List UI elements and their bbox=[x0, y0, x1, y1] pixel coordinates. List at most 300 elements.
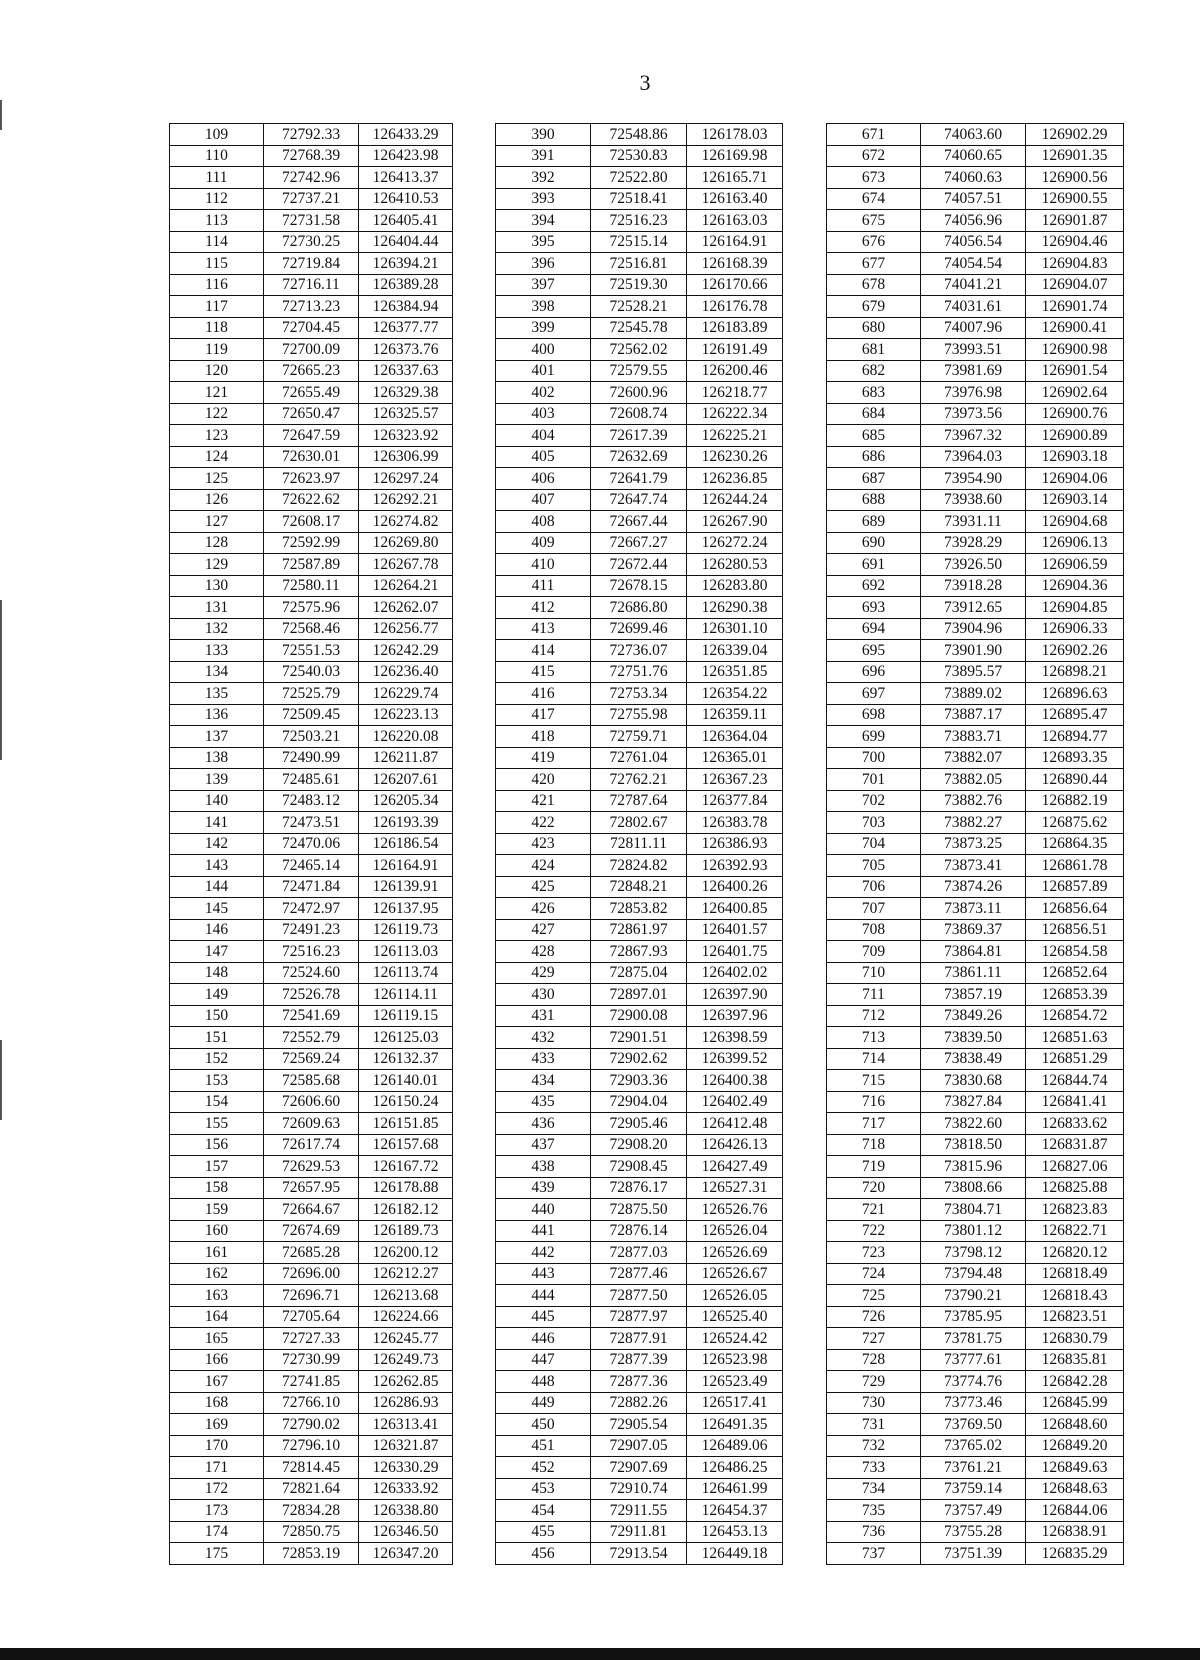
table-row bbox=[170, 1500, 453, 1522]
table-row bbox=[496, 317, 783, 339]
y-coordinate-cell: 126890.44 bbox=[1026, 769, 1124, 791]
x-coordinate-cell: 74060.63 bbox=[921, 167, 1026, 189]
x-coordinate-cell: 72741.85 bbox=[264, 1371, 359, 1393]
table-row bbox=[827, 1306, 1124, 1328]
x-coordinate-cell: 73757.49 bbox=[921, 1500, 1026, 1522]
point-number-cell: 439 bbox=[496, 1177, 591, 1199]
point-number-cell: 420 bbox=[496, 769, 591, 791]
x-coordinate-cell: 72787.64 bbox=[591, 790, 687, 812]
y-coordinate-cell: 126333.92 bbox=[359, 1478, 453, 1500]
point-number-cell: 456 bbox=[496, 1543, 591, 1565]
point-number-cell: 722 bbox=[827, 1220, 921, 1242]
page-number: 3 bbox=[639, 70, 651, 95]
x-coordinate-cell: 72824.82 bbox=[591, 855, 687, 877]
x-coordinate-cell: 72792.33 bbox=[264, 124, 359, 146]
table-row bbox=[496, 145, 783, 167]
x-coordinate-cell: 73904.96 bbox=[921, 618, 1026, 640]
table-row bbox=[827, 532, 1124, 554]
y-coordinate-cell: 126864.35 bbox=[1026, 833, 1124, 855]
y-coordinate-cell: 126904.46 bbox=[1026, 231, 1124, 253]
x-coordinate-cell: 72877.39 bbox=[591, 1349, 687, 1371]
point-number-cell: 709 bbox=[827, 941, 921, 963]
table-row bbox=[827, 1435, 1124, 1457]
table-row bbox=[496, 446, 783, 468]
y-coordinate-cell: 126242.29 bbox=[359, 640, 453, 662]
x-coordinate-cell: 73918.28 bbox=[921, 575, 1026, 597]
point-number-cell: 395 bbox=[496, 231, 591, 253]
table-row bbox=[496, 1156, 783, 1178]
y-coordinate-cell: 126526.04 bbox=[687, 1220, 783, 1242]
point-number-cell: 427 bbox=[496, 919, 591, 941]
table-row bbox=[827, 984, 1124, 1006]
point-number-cell: 410 bbox=[496, 554, 591, 576]
y-coordinate-cell: 126844.06 bbox=[1026, 1500, 1124, 1522]
x-coordinate-cell: 72875.50 bbox=[591, 1199, 687, 1221]
y-coordinate-cell: 126400.85 bbox=[687, 898, 783, 920]
table-row bbox=[496, 1435, 783, 1457]
point-number-cell: 696 bbox=[827, 661, 921, 683]
y-coordinate-cell: 126896.63 bbox=[1026, 683, 1124, 705]
x-coordinate-cell: 72587.89 bbox=[264, 554, 359, 576]
table-row bbox=[827, 511, 1124, 533]
y-coordinate-cell: 126818.43 bbox=[1026, 1285, 1124, 1307]
point-number-cell: 425 bbox=[496, 876, 591, 898]
y-coordinate-cell: 126426.13 bbox=[687, 1134, 783, 1156]
table-row bbox=[496, 1543, 783, 1565]
point-number-cell: 132 bbox=[170, 618, 264, 640]
table-row bbox=[496, 1199, 783, 1221]
y-coordinate-cell: 126904.07 bbox=[1026, 274, 1124, 296]
table-row bbox=[170, 1306, 453, 1328]
point-number-cell: 737 bbox=[827, 1543, 921, 1565]
point-number-cell: 690 bbox=[827, 532, 921, 554]
y-coordinate-cell: 126894.77 bbox=[1026, 726, 1124, 748]
y-coordinate-cell: 126397.96 bbox=[687, 1005, 783, 1027]
y-coordinate-cell: 126290.38 bbox=[687, 597, 783, 619]
y-coordinate-cell: 126394.21 bbox=[359, 253, 453, 275]
point-number-cell: 400 bbox=[496, 339, 591, 361]
table-row bbox=[170, 1457, 453, 1479]
x-coordinate-cell: 72762.21 bbox=[591, 769, 687, 791]
table-row bbox=[827, 274, 1124, 296]
point-number-cell: 397 bbox=[496, 274, 591, 296]
table-row bbox=[827, 876, 1124, 898]
point-number-cell: 728 bbox=[827, 1349, 921, 1371]
point-number-cell: 162 bbox=[170, 1263, 264, 1285]
table-row bbox=[827, 1005, 1124, 1027]
table-row bbox=[496, 468, 783, 490]
table-row bbox=[827, 1349, 1124, 1371]
point-number-cell: 440 bbox=[496, 1199, 591, 1221]
table-row bbox=[827, 1070, 1124, 1092]
x-coordinate-cell: 72509.45 bbox=[264, 704, 359, 726]
point-number-cell: 701 bbox=[827, 769, 921, 791]
x-coordinate-cell: 72766.10 bbox=[264, 1392, 359, 1414]
y-coordinate-cell: 126851.29 bbox=[1026, 1048, 1124, 1070]
y-coordinate-cell: 126386.93 bbox=[687, 833, 783, 855]
y-coordinate-cell: 126274.82 bbox=[359, 511, 453, 533]
y-coordinate-cell: 126904.83 bbox=[1026, 253, 1124, 275]
point-number-cell: 676 bbox=[827, 231, 921, 253]
x-coordinate-cell: 72672.44 bbox=[591, 554, 687, 576]
point-number-cell: 418 bbox=[496, 726, 591, 748]
table-row bbox=[170, 769, 453, 791]
point-number-cell: 152 bbox=[170, 1048, 264, 1070]
x-coordinate-cell: 72853.19 bbox=[264, 1543, 359, 1565]
y-coordinate-cell: 126119.73 bbox=[359, 919, 453, 941]
x-coordinate-cell: 72704.45 bbox=[264, 317, 359, 339]
table-row bbox=[827, 726, 1124, 748]
table-row bbox=[496, 188, 783, 210]
y-coordinate-cell: 126449.18 bbox=[687, 1543, 783, 1565]
x-coordinate-cell: 74054.54 bbox=[921, 253, 1026, 275]
y-coordinate-cell: 126454.37 bbox=[687, 1500, 783, 1522]
x-coordinate-cell: 73804.71 bbox=[921, 1199, 1026, 1221]
point-number-cell: 731 bbox=[827, 1414, 921, 1436]
x-coordinate-cell: 72491.23 bbox=[264, 919, 359, 941]
point-number-cell: 724 bbox=[827, 1263, 921, 1285]
x-coordinate-cell: 73815.96 bbox=[921, 1156, 1026, 1178]
y-coordinate-cell: 126844.74 bbox=[1026, 1070, 1124, 1092]
point-number-cell: 390 bbox=[496, 124, 591, 146]
table-row bbox=[170, 1242, 453, 1264]
table-row bbox=[827, 425, 1124, 447]
point-number-cell: 175 bbox=[170, 1543, 264, 1565]
table-row bbox=[170, 1521, 453, 1543]
table-row bbox=[496, 1091, 783, 1113]
y-coordinate-cell: 126825.88 bbox=[1026, 1177, 1124, 1199]
x-coordinate-cell: 72902.62 bbox=[591, 1048, 687, 1070]
y-coordinate-cell: 126170.66 bbox=[687, 274, 783, 296]
x-coordinate-cell: 73882.05 bbox=[921, 769, 1026, 791]
point-number-cell: 408 bbox=[496, 511, 591, 533]
point-number-cell: 156 bbox=[170, 1134, 264, 1156]
x-coordinate-cell: 72850.75 bbox=[264, 1521, 359, 1543]
point-number-cell: 712 bbox=[827, 1005, 921, 1027]
point-number-cell: 413 bbox=[496, 618, 591, 640]
x-coordinate-cell: 72730.25 bbox=[264, 231, 359, 253]
table-row bbox=[496, 855, 783, 877]
point-number-cell: 115 bbox=[170, 253, 264, 275]
point-number-cell: 416 bbox=[496, 683, 591, 705]
point-number-cell: 153 bbox=[170, 1070, 264, 1092]
table-row bbox=[496, 382, 783, 404]
point-number-cell: 689 bbox=[827, 511, 921, 533]
point-number-cell: 713 bbox=[827, 1027, 921, 1049]
x-coordinate-cell: 72713.23 bbox=[264, 296, 359, 318]
x-coordinate-cell: 72877.36 bbox=[591, 1371, 687, 1393]
y-coordinate-cell: 126433.29 bbox=[359, 124, 453, 146]
y-coordinate-cell: 126193.39 bbox=[359, 812, 453, 834]
y-coordinate-cell: 126453.13 bbox=[687, 1521, 783, 1543]
x-coordinate-cell: 72876.14 bbox=[591, 1220, 687, 1242]
x-coordinate-cell: 73849.26 bbox=[921, 1005, 1026, 1027]
scan-bottom-edge bbox=[0, 1648, 1200, 1660]
x-coordinate-cell: 74057.51 bbox=[921, 188, 1026, 210]
y-coordinate-cell: 126523.98 bbox=[687, 1349, 783, 1371]
table-row bbox=[170, 274, 453, 296]
x-coordinate-cell: 72685.28 bbox=[264, 1242, 359, 1264]
x-coordinate-cell: 72623.97 bbox=[264, 468, 359, 490]
table-row bbox=[170, 210, 453, 232]
y-coordinate-cell: 126224.66 bbox=[359, 1306, 453, 1328]
table-row bbox=[170, 446, 453, 468]
table-row bbox=[827, 1156, 1124, 1178]
table-row bbox=[170, 360, 453, 382]
table-row bbox=[827, 1091, 1124, 1113]
table-row bbox=[827, 1027, 1124, 1049]
y-coordinate-cell: 126849.63 bbox=[1026, 1457, 1124, 1479]
point-number-cell: 687 bbox=[827, 468, 921, 490]
x-coordinate-cell: 73830.68 bbox=[921, 1070, 1026, 1092]
y-coordinate-cell: 126229.74 bbox=[359, 683, 453, 705]
x-coordinate-cell: 73759.14 bbox=[921, 1478, 1026, 1500]
y-coordinate-cell: 126900.55 bbox=[1026, 188, 1124, 210]
table-row bbox=[496, 1113, 783, 1135]
y-coordinate-cell: 126901.87 bbox=[1026, 210, 1124, 232]
point-number-cell: 173 bbox=[170, 1500, 264, 1522]
table-row bbox=[496, 704, 783, 726]
table-row bbox=[170, 640, 453, 662]
table-row bbox=[496, 511, 783, 533]
x-coordinate-cell: 73794.48 bbox=[921, 1263, 1026, 1285]
y-coordinate-cell: 126306.99 bbox=[359, 446, 453, 468]
x-coordinate-cell: 73781.75 bbox=[921, 1328, 1026, 1350]
x-coordinate-cell: 72629.53 bbox=[264, 1156, 359, 1178]
x-coordinate-cell: 72617.39 bbox=[591, 425, 687, 447]
y-coordinate-cell: 126901.54 bbox=[1026, 360, 1124, 382]
table-row bbox=[496, 575, 783, 597]
y-coordinate-cell: 126337.63 bbox=[359, 360, 453, 382]
table-row bbox=[827, 1220, 1124, 1242]
y-coordinate-cell: 126236.85 bbox=[687, 468, 783, 490]
table-row bbox=[496, 231, 783, 253]
table-row bbox=[170, 661, 453, 683]
table-row bbox=[170, 1177, 453, 1199]
y-coordinate-cell: 126163.40 bbox=[687, 188, 783, 210]
point-number-cell: 735 bbox=[827, 1500, 921, 1522]
x-coordinate-cell: 72530.83 bbox=[591, 145, 687, 167]
x-coordinate-cell: 72655.49 bbox=[264, 382, 359, 404]
x-coordinate-cell: 72562.02 bbox=[591, 339, 687, 361]
table-row bbox=[496, 919, 783, 941]
table-row bbox=[496, 833, 783, 855]
y-coordinate-cell: 126186.54 bbox=[359, 833, 453, 855]
table-row bbox=[496, 747, 783, 769]
point-number-cell: 140 bbox=[170, 790, 264, 812]
y-coordinate-cell: 126373.76 bbox=[359, 339, 453, 361]
y-coordinate-cell: 126283.80 bbox=[687, 575, 783, 597]
table-row bbox=[170, 1478, 453, 1500]
point-number-cell: 707 bbox=[827, 898, 921, 920]
table-row bbox=[496, 1371, 783, 1393]
y-coordinate-cell: 126906.59 bbox=[1026, 554, 1124, 576]
x-coordinate-cell: 72608.17 bbox=[264, 511, 359, 533]
x-coordinate-cell: 72877.91 bbox=[591, 1328, 687, 1350]
y-coordinate-cell: 126207.61 bbox=[359, 769, 453, 791]
table-row bbox=[827, 468, 1124, 490]
y-coordinate-cell: 126906.33 bbox=[1026, 618, 1124, 640]
point-number-cell: 695 bbox=[827, 640, 921, 662]
x-coordinate-cell: 72541.69 bbox=[264, 1005, 359, 1027]
point-number-cell: 424 bbox=[496, 855, 591, 877]
y-coordinate-cell: 126413.37 bbox=[359, 167, 453, 189]
x-coordinate-cell: 72716.11 bbox=[264, 274, 359, 296]
x-coordinate-cell: 73954.90 bbox=[921, 468, 1026, 490]
y-coordinate-cell: 126903.14 bbox=[1026, 489, 1124, 511]
point-number-cell: 167 bbox=[170, 1371, 264, 1393]
point-number-cell: 725 bbox=[827, 1285, 921, 1307]
table-row bbox=[496, 403, 783, 425]
point-number-cell: 685 bbox=[827, 425, 921, 447]
point-number-cell: 394 bbox=[496, 210, 591, 232]
x-coordinate-cell: 72686.80 bbox=[591, 597, 687, 619]
x-coordinate-cell: 72622.62 bbox=[264, 489, 359, 511]
y-coordinate-cell: 126262.85 bbox=[359, 1371, 453, 1393]
y-coordinate-cell: 126402.02 bbox=[687, 962, 783, 984]
x-coordinate-cell: 72664.67 bbox=[264, 1199, 359, 1221]
x-coordinate-cell: 72503.21 bbox=[264, 726, 359, 748]
table-row bbox=[827, 188, 1124, 210]
table-row bbox=[827, 339, 1124, 361]
point-number-cell: 170 bbox=[170, 1435, 264, 1457]
table-row bbox=[170, 145, 453, 167]
y-coordinate-cell: 126405.41 bbox=[359, 210, 453, 232]
x-coordinate-cell: 72897.01 bbox=[591, 984, 687, 1006]
y-coordinate-cell: 126412.48 bbox=[687, 1113, 783, 1135]
point-number-cell: 146 bbox=[170, 919, 264, 941]
y-coordinate-cell: 126262.07 bbox=[359, 597, 453, 619]
point-number-cell: 447 bbox=[496, 1349, 591, 1371]
point-number-cell: 452 bbox=[496, 1457, 591, 1479]
y-coordinate-cell: 126200.12 bbox=[359, 1242, 453, 1264]
y-coordinate-cell: 126398.59 bbox=[687, 1027, 783, 1049]
x-coordinate-cell: 72470.06 bbox=[264, 833, 359, 855]
x-coordinate-cell: 73769.50 bbox=[921, 1414, 1026, 1436]
y-coordinate-cell: 126137.95 bbox=[359, 898, 453, 920]
y-coordinate-cell: 126820.12 bbox=[1026, 1242, 1124, 1264]
table-row bbox=[827, 145, 1124, 167]
table-row bbox=[496, 962, 783, 984]
y-coordinate-cell: 126830.79 bbox=[1026, 1328, 1124, 1350]
table-row bbox=[496, 1328, 783, 1350]
table-row bbox=[170, 855, 453, 877]
x-coordinate-cell: 73777.61 bbox=[921, 1349, 1026, 1371]
point-number-cell: 430 bbox=[496, 984, 591, 1006]
table-row bbox=[827, 382, 1124, 404]
y-coordinate-cell: 126835.81 bbox=[1026, 1349, 1124, 1371]
table-row bbox=[170, 1027, 453, 1049]
x-coordinate-cell: 73973.56 bbox=[921, 403, 1026, 425]
x-coordinate-cell: 72727.33 bbox=[264, 1328, 359, 1350]
table-row bbox=[827, 941, 1124, 963]
x-coordinate-cell: 73882.07 bbox=[921, 747, 1026, 769]
point-number-cell: 124 bbox=[170, 446, 264, 468]
y-coordinate-cell: 126389.28 bbox=[359, 274, 453, 296]
x-coordinate-cell: 73976.98 bbox=[921, 382, 1026, 404]
y-coordinate-cell: 126822.71 bbox=[1026, 1220, 1124, 1242]
x-coordinate-cell: 72696.71 bbox=[264, 1285, 359, 1307]
x-coordinate-cell: 72630.01 bbox=[264, 446, 359, 468]
point-number-cell: 727 bbox=[827, 1328, 921, 1350]
point-number-cell: 121 bbox=[170, 382, 264, 404]
y-coordinate-cell: 126904.06 bbox=[1026, 468, 1124, 490]
table-row bbox=[496, 941, 783, 963]
x-coordinate-cell: 73882.27 bbox=[921, 812, 1026, 834]
x-coordinate-cell: 72580.11 bbox=[264, 575, 359, 597]
x-coordinate-cell: 72632.69 bbox=[591, 446, 687, 468]
table-row bbox=[827, 1500, 1124, 1522]
x-coordinate-cell: 72519.30 bbox=[591, 274, 687, 296]
coordinate-table-3 bbox=[826, 123, 1124, 1565]
y-coordinate-cell: 126861.78 bbox=[1026, 855, 1124, 877]
x-coordinate-cell: 72908.45 bbox=[591, 1156, 687, 1178]
table-row bbox=[496, 898, 783, 920]
x-coordinate-cell: 73895.57 bbox=[921, 661, 1026, 683]
point-number-cell: 391 bbox=[496, 145, 591, 167]
point-number-cell: 409 bbox=[496, 532, 591, 554]
table-row bbox=[496, 1392, 783, 1414]
table-row bbox=[170, 554, 453, 576]
y-coordinate-cell: 126848.60 bbox=[1026, 1414, 1124, 1436]
x-coordinate-cell: 72848.21 bbox=[591, 876, 687, 898]
x-coordinate-cell: 72877.46 bbox=[591, 1263, 687, 1285]
y-coordinate-cell: 126321.87 bbox=[359, 1435, 453, 1457]
table-row bbox=[827, 790, 1124, 812]
x-coordinate-cell: 72907.05 bbox=[591, 1435, 687, 1457]
table-row bbox=[496, 1349, 783, 1371]
point-number-cell: 125 bbox=[170, 468, 264, 490]
point-number-cell: 414 bbox=[496, 640, 591, 662]
y-coordinate-cell: 126286.93 bbox=[359, 1392, 453, 1414]
table-row bbox=[827, 1328, 1124, 1350]
point-number-cell: 137 bbox=[170, 726, 264, 748]
point-number-cell: 711 bbox=[827, 984, 921, 1006]
table-row bbox=[170, 167, 453, 189]
x-coordinate-cell: 72526.78 bbox=[264, 984, 359, 1006]
point-number-cell: 151 bbox=[170, 1027, 264, 1049]
x-coordinate-cell: 72528.21 bbox=[591, 296, 687, 318]
y-coordinate-cell: 126895.47 bbox=[1026, 704, 1124, 726]
y-coordinate-cell: 126164.91 bbox=[687, 231, 783, 253]
y-coordinate-cell: 126132.37 bbox=[359, 1048, 453, 1070]
table-row bbox=[496, 1220, 783, 1242]
point-number-cell: 443 bbox=[496, 1263, 591, 1285]
y-coordinate-cell: 126851.63 bbox=[1026, 1027, 1124, 1049]
point-number-cell: 684 bbox=[827, 403, 921, 425]
point-number-cell: 718 bbox=[827, 1134, 921, 1156]
point-number-cell: 415 bbox=[496, 661, 591, 683]
table-row bbox=[496, 1134, 783, 1156]
y-coordinate-cell: 126191.49 bbox=[687, 339, 783, 361]
x-coordinate-cell: 72904.04 bbox=[591, 1091, 687, 1113]
table-row bbox=[170, 296, 453, 318]
x-coordinate-cell: 72700.09 bbox=[264, 339, 359, 361]
table-row bbox=[827, 253, 1124, 275]
y-coordinate-cell: 126313.41 bbox=[359, 1414, 453, 1436]
x-coordinate-cell: 72515.14 bbox=[591, 231, 687, 253]
table-row bbox=[496, 683, 783, 705]
table-row bbox=[170, 704, 453, 726]
x-coordinate-cell: 72882.26 bbox=[591, 1392, 687, 1414]
x-coordinate-cell: 73822.60 bbox=[921, 1113, 1026, 1135]
table-row bbox=[170, 1414, 453, 1436]
point-number-cell: 677 bbox=[827, 253, 921, 275]
y-coordinate-cell: 126893.35 bbox=[1026, 747, 1124, 769]
point-number-cell: 678 bbox=[827, 274, 921, 296]
y-coordinate-cell: 126267.90 bbox=[687, 511, 783, 533]
point-number-cell: 442 bbox=[496, 1242, 591, 1264]
